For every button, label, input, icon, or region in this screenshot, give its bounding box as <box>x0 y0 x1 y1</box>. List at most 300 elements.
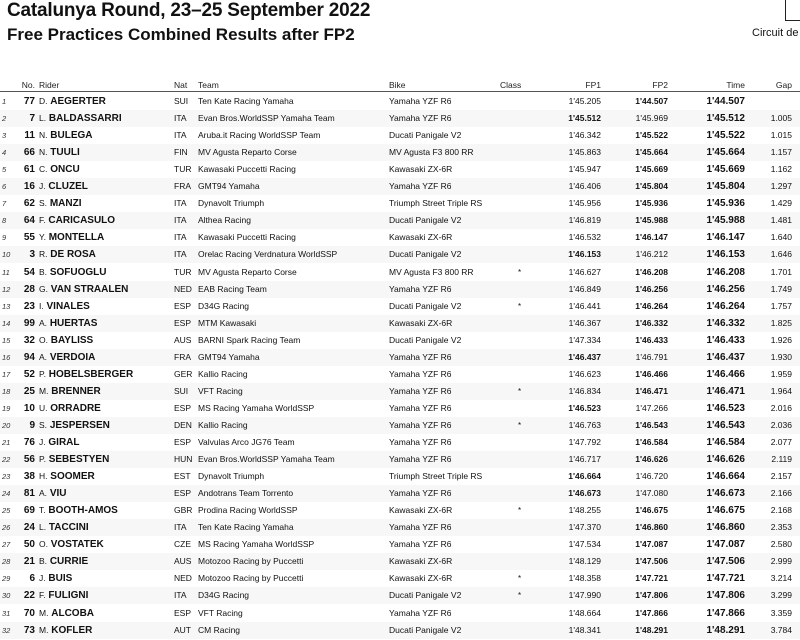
rider-number: 73 <box>23 624 35 636</box>
class-marker <box>518 553 526 570</box>
row-position: 7 <box>2 199 7 209</box>
class-marker <box>518 110 526 127</box>
rider-initial: G. <box>39 283 48 294</box>
class-marker <box>518 281 526 298</box>
table-row <box>0 485 800 502</box>
rider-initial: O. <box>39 539 48 550</box>
row-position: 2 <box>2 114 7 124</box>
rider-nationality: AUS <box>174 556 192 567</box>
fp2-time: 1'47.506 <box>635 556 668 567</box>
rider-nationality: TUR <box>174 266 192 277</box>
bike-model: Yamaha YZF R6 <box>389 402 452 413</box>
rider-number: 69 <box>23 505 35 517</box>
best-time: 1'45.512 <box>706 113 745 125</box>
row-position: 24 <box>2 489 11 499</box>
gap-to-leader: 1.926 <box>770 334 792 345</box>
logo-box <box>785 0 800 21</box>
gap-to-leader: 2.036 <box>770 419 792 430</box>
rider-number: 56 <box>23 454 35 466</box>
rider-name <box>39 553 169 570</box>
fp1-time: 1'46.819 <box>568 215 601 226</box>
table-row <box>0 246 800 263</box>
rider-surname: ORRADRE <box>50 402 101 414</box>
rider-initial: C. <box>39 164 48 175</box>
rider-surname: SOFUOGLU <box>49 266 107 278</box>
gap-to-leader: 2.168 <box>770 505 792 516</box>
table-row <box>0 93 800 110</box>
rider-name <box>39 417 169 434</box>
header-nat: Nat <box>174 80 188 90</box>
rider-nationality: ITA <box>174 249 187 260</box>
table-row <box>0 570 800 587</box>
best-time: 1'48.291 <box>706 624 745 636</box>
fp1-time: 1'47.370 <box>568 522 601 533</box>
class-marker <box>518 366 526 383</box>
row-position: 3 <box>2 131 7 141</box>
fp1-time: 1'48.664 <box>568 607 601 618</box>
rider-name <box>39 434 169 451</box>
rider-initial: A. <box>39 351 48 362</box>
rider-name <box>39 110 169 127</box>
rider-number: 76 <box>23 437 35 448</box>
bike-model: Ducati Panigale V2 <box>389 624 462 635</box>
row-position: 27 <box>2 540 11 550</box>
rider-surname: VOSTATEK <box>50 539 104 551</box>
team-name: Evan Bros.WorldSSP Yamaha Team <box>198 454 335 465</box>
rider-surname: VERDOIA <box>49 351 96 363</box>
rider-name <box>39 485 169 502</box>
rider-number: 54 <box>23 266 35 278</box>
fp1-time: 1'46.627 <box>568 266 601 277</box>
gap-to-leader: 1.701 <box>770 266 792 277</box>
table-row <box>0 468 800 485</box>
team-name: Prodina Racing WorldSSP <box>198 505 298 516</box>
gap-to-leader: 2.166 <box>770 488 792 499</box>
class-marker <box>518 246 526 263</box>
rider-name <box>39 178 169 195</box>
bike-model: Ducati Panigale V2 <box>389 590 462 601</box>
rider-number: 32 <box>23 334 35 346</box>
row-position: 1 <box>2 97 7 106</box>
rider-name <box>39 587 169 604</box>
team-name: Andotrans Team Torrento <box>198 488 294 499</box>
row-position: 4 <box>2 148 7 158</box>
best-time: 1'46.466 <box>706 368 745 380</box>
gap-to-leader: 1.749 <box>770 283 792 294</box>
rider-name <box>39 349 169 366</box>
table-row <box>0 366 800 383</box>
header-no: No. <box>21 80 35 90</box>
rider-initial: M. <box>39 385 49 396</box>
rider-surname: FULIGNI <box>48 590 89 602</box>
table-row <box>0 161 800 178</box>
class-marker: * <box>518 386 522 396</box>
rider-name <box>39 281 169 298</box>
best-time: 1'45.936 <box>706 198 745 210</box>
table-row <box>0 383 800 400</box>
rider-surname: JESPERSEN <box>49 419 110 431</box>
table-row <box>0 587 800 604</box>
class-marker <box>518 536 526 553</box>
rider-name <box>39 93 169 110</box>
gap-to-leader: 2.077 <box>770 437 792 447</box>
team-name: VFT Racing <box>198 607 243 618</box>
row-position: 15 <box>2 335 11 345</box>
team-name: Dynavolt Triumph <box>198 471 265 482</box>
header-divider <box>0 91 800 92</box>
bike-model: Yamaha YZF R6 <box>389 539 452 550</box>
rider-surname: BRENNER <box>51 385 101 397</box>
rider-initial: F. <box>39 590 46 601</box>
gap-to-leader: 2.016 <box>770 402 792 413</box>
fp2-time: 1'46.720 <box>635 471 668 482</box>
row-position: 19 <box>2 403 11 413</box>
table-row <box>0 264 800 281</box>
rider-surname: CLUZEL <box>48 181 88 193</box>
rider-nationality: HUN <box>174 454 193 465</box>
bike-model: Ducati Panigale V2 <box>389 300 462 311</box>
rider-nationality: ESP <box>174 317 192 328</box>
class-marker <box>518 315 526 332</box>
rider-initial: L. <box>39 522 47 533</box>
table-row <box>0 110 800 127</box>
rider-number: 61 <box>23 164 35 176</box>
table-row <box>0 144 800 161</box>
rider-nationality: DEN <box>174 419 192 430</box>
rider-number: 81 <box>23 488 35 500</box>
rider-surname: DE ROSA <box>50 249 96 261</box>
rider-nationality: ESP <box>174 607 192 618</box>
row-position: 13 <box>2 301 11 311</box>
fp2-time: 1'46.147 <box>635 232 668 243</box>
rider-surname: MANZI <box>49 198 82 210</box>
rider-number: 10 <box>23 402 35 414</box>
rider-name <box>39 246 169 263</box>
gap-to-leader: 3.299 <box>770 590 792 601</box>
table-row <box>0 281 800 298</box>
gap-to-leader: 3.359 <box>770 607 792 618</box>
best-time: 1'46.332 <box>706 317 745 329</box>
gap-to-leader: 1.005 <box>770 113 792 124</box>
rider-nationality: ITA <box>174 130 187 141</box>
best-time: 1'47.721 <box>706 573 745 585</box>
header-bike: Bike <box>389 80 406 90</box>
rider-name <box>39 332 169 349</box>
fp1-time: 1'45.863 <box>568 147 601 158</box>
gap-to-leader: 2.353 <box>770 522 792 533</box>
fp1-time: 1'48.341 <box>568 624 601 635</box>
fp1-time: 1'46.673 <box>568 488 601 499</box>
rider-nationality: ESP <box>174 300 192 311</box>
rider-name <box>39 570 169 587</box>
best-time: 1'46.153 <box>706 249 745 261</box>
class-marker <box>518 349 526 366</box>
rider-initial: N. <box>39 130 48 141</box>
gap-to-leader: 1.646 <box>770 249 792 260</box>
bike-model: Kawasaki ZX-6R <box>389 317 453 328</box>
rider-surname: BULEGA <box>50 130 93 142</box>
gap-to-leader: 2.580 <box>770 539 792 550</box>
rider-nationality: ITA <box>174 198 187 209</box>
team-name: Althea Racing <box>198 215 251 226</box>
row-position: 30 <box>2 591 11 601</box>
fp1-time: 1'45.512 <box>568 113 601 124</box>
rider-nationality: ITA <box>174 522 187 533</box>
class-marker <box>518 144 526 161</box>
rider-name <box>39 212 169 229</box>
fp2-time: 1'47.721 <box>635 573 668 584</box>
class-marker <box>518 195 526 212</box>
class-marker <box>518 93 526 110</box>
gap-to-leader: 1.757 <box>770 300 792 311</box>
class-marker <box>518 519 526 536</box>
bike-model: Kawasaki ZX-6R <box>389 573 453 584</box>
fp2-time: 1'46.433 <box>635 334 668 345</box>
rider-surname: AEGERTER <box>50 96 106 107</box>
rider-nationality: FRA <box>174 181 191 192</box>
rider-nationality: FIN <box>174 147 188 158</box>
gap-to-leader: 1.959 <box>770 368 792 379</box>
team-name: CM Racing <box>198 624 241 635</box>
table-row <box>0 622 800 639</box>
rider-number: 9 <box>29 419 35 431</box>
gap-to-leader: 3.784 <box>770 624 792 635</box>
fp2-time: 1'46.860 <box>635 522 668 533</box>
rider-number: 3 <box>29 249 35 261</box>
fp2-time: 1'46.466 <box>635 368 668 379</box>
rider-nationality: NED <box>174 283 192 294</box>
fp1-time: 1'46.342 <box>568 130 601 141</box>
fp1-time: 1'46.664 <box>568 471 601 482</box>
rider-surname: GIRAL <box>48 437 80 448</box>
rider-number: 21 <box>23 556 35 568</box>
class-marker <box>518 468 526 485</box>
best-time: 1'46.626 <box>706 454 745 466</box>
rider-number: 7 <box>29 113 35 125</box>
gap-to-leader: 3.214 <box>770 573 792 584</box>
best-time: 1'46.264 <box>706 300 745 312</box>
rider-initial: D. <box>39 96 48 106</box>
bike-model: Ducati Panigale V2 <box>389 334 462 345</box>
fp1-time: 1'46.153 <box>568 249 601 260</box>
rider-surname: HUERTAS <box>49 317 98 329</box>
team-name: EAB Racing Team <box>198 283 267 294</box>
team-name: GMT94 Yamaha <box>198 351 260 362</box>
fp1-time: 1'46.406 <box>568 181 601 192</box>
best-time: 1'46.471 <box>706 385 745 397</box>
class-marker <box>518 229 526 246</box>
gap-to-leader: 2.999 <box>770 556 792 567</box>
document-subtitle: Free Practices Combined Results after FP2 <box>7 25 355 44</box>
rider-surname: BALDASSARRI <box>48 113 122 125</box>
bike-model: Kawasaki ZX-6R <box>389 505 453 516</box>
best-time: 1'45.804 <box>706 181 745 193</box>
class-marker: * <box>518 574 522 584</box>
bike-model: Ducati Panigale V2 <box>389 249 462 260</box>
rider-name <box>39 502 169 519</box>
rider-number: 66 <box>23 147 35 159</box>
team-name: Ten Kate Racing Yamaha <box>198 96 294 106</box>
best-time: 1'46.860 <box>706 522 745 534</box>
fp1-time: 1'46.849 <box>568 283 601 294</box>
fp1-time: 1'47.990 <box>568 590 601 601</box>
rider-initial: M. <box>39 607 49 618</box>
rider-nationality: AUT <box>174 624 191 635</box>
row-position: 9 <box>2 233 7 243</box>
best-time: 1'46.433 <box>706 334 745 346</box>
team-name: MV Agusta Reparto Corse <box>198 147 297 158</box>
rider-nationality: GER <box>174 368 193 379</box>
header-time: Time <box>726 80 745 90</box>
team-name: Motozoo Racing by Puccetti <box>198 573 304 584</box>
fp2-time: 1'46.584 <box>635 437 668 447</box>
rider-nationality: ESP <box>174 488 192 499</box>
rider-surname: CARICASULO <box>48 215 116 227</box>
best-time: 1'46.673 <box>706 488 745 500</box>
bike-model: Yamaha YZF R6 <box>389 181 452 192</box>
header-gap: Gap <box>775 80 792 90</box>
rider-nationality: FRA <box>174 351 191 362</box>
team-name: D34G Racing <box>198 590 250 601</box>
row-position: 26 <box>2 523 11 533</box>
team-name: Aruba.it Racing WorldSSP Team <box>198 130 321 141</box>
bike-model: Yamaha YZF R6 <box>389 283 452 294</box>
team-name: D34G Racing <box>198 300 250 311</box>
team-name: Evan Bros.WorldSSP Yamaha Team <box>198 113 335 124</box>
rider-initial: I. <box>39 300 44 311</box>
bike-model: Triumph Street Triple RS <box>389 471 483 482</box>
team-name: Kallio Racing <box>198 368 248 379</box>
gap-to-leader: 1.825 <box>770 317 792 328</box>
fp2-time: 1'46.543 <box>635 419 668 430</box>
class-marker <box>518 434 526 451</box>
rider-number: 11 <box>24 130 35 142</box>
fp2-time: 1'46.332 <box>635 317 668 328</box>
best-time: 1'46.584 <box>706 437 745 448</box>
fp2-time: 1'45.969 <box>635 113 668 124</box>
rider-number: 64 <box>23 215 35 227</box>
rider-nationality: ITA <box>174 232 187 243</box>
rider-number: 22 <box>23 590 35 602</box>
fp1-time: 1'46.441 <box>568 300 601 311</box>
best-time: 1'46.147 <box>706 232 745 244</box>
rider-surname: CURRIE <box>49 556 89 568</box>
bike-model: MV Agusta F3 800 RR <box>389 266 474 277</box>
bike-model: Yamaha YZF R6 <box>389 607 452 618</box>
row-position: 21 <box>2 438 11 447</box>
bike-model: MV Agusta F3 800 RR <box>389 147 474 158</box>
fp1-time: 1'46.367 <box>568 317 601 328</box>
fp1-time: 1'45.205 <box>568 96 601 106</box>
fp2-time: 1'46.471 <box>635 385 668 396</box>
fp2-time: 1'47.087 <box>635 539 668 550</box>
table-row <box>0 553 800 570</box>
team-name: Dynavolt Triumph <box>198 198 265 209</box>
class-marker <box>518 622 526 639</box>
rider-initial: H. <box>39 471 48 482</box>
fp1-time: 1'46.437 <box>568 351 601 362</box>
best-time: 1'46.523 <box>706 402 745 414</box>
class-marker <box>518 161 526 178</box>
rider-initial: S. <box>39 198 48 209</box>
gap-to-leader: 1.481 <box>770 215 792 226</box>
rider-nationality: NED <box>174 573 192 584</box>
rider-number: 52 <box>23 368 35 380</box>
bike-model: Yamaha YZF R6 <box>389 351 452 362</box>
team-name: MS Racing Yamaha WorldSSP <box>198 402 315 413</box>
gap-to-leader <box>760 93 792 110</box>
header-team: Team <box>198 80 219 90</box>
bike-model: Yamaha YZF R6 <box>389 437 452 447</box>
fp1-time: 1'48.255 <box>568 505 601 516</box>
gap-to-leader: 1.640 <box>770 232 792 243</box>
table-row <box>0 400 800 417</box>
row-position: 11 <box>2 267 10 277</box>
rider-surname: BUIS <box>48 573 73 585</box>
bike-model: Yamaha YZF R6 <box>389 454 452 465</box>
rider-initial: T. <box>39 505 46 516</box>
rider-nationality: ESP <box>174 437 192 447</box>
rider-initial: J. <box>39 181 46 192</box>
rider-surname: MONTELLA <box>48 232 105 244</box>
gap-to-leader: 1.930 <box>770 351 792 362</box>
fp1-time: 1'46.523 <box>568 402 601 413</box>
row-position: 8 <box>2 216 7 226</box>
bike-model: Yamaha YZF R6 <box>389 522 452 533</box>
fp2-time: 1'45.988 <box>635 215 668 226</box>
header-fp1: FP1 <box>585 80 601 90</box>
rider-initial: B. <box>39 556 48 567</box>
row-position: 29 <box>2 574 11 584</box>
rider-initial: L. <box>39 113 47 124</box>
gap-to-leader: 1.297 <box>770 181 792 192</box>
bike-model: Yamaha YZF R6 <box>389 488 452 499</box>
rider-number: 25 <box>23 385 35 397</box>
table-row <box>0 349 800 366</box>
team-name: Motozoo Racing by Puccetti <box>198 556 304 567</box>
rider-nationality: ITA <box>174 590 187 601</box>
rider-initial: J. <box>39 573 46 584</box>
rider-name <box>39 400 169 417</box>
team-name: MTM Kawasaki <box>198 317 257 328</box>
best-time: 1'46.664 <box>706 471 745 483</box>
fp2-time: 1'44.507 <box>635 96 668 106</box>
rider-surname: HOBELSBERGER <box>48 368 134 380</box>
rider-initial: F. <box>39 215 46 226</box>
gap-to-leader: 1.964 <box>770 385 792 396</box>
rider-name <box>39 519 169 536</box>
gap-to-leader: 1.015 <box>770 130 792 141</box>
table-row <box>0 332 800 349</box>
fp2-time: 1'45.804 <box>635 181 668 192</box>
best-time: 1'46.543 <box>706 419 745 431</box>
table-header <box>0 79 800 91</box>
team-name: GMT94 Yamaha <box>198 181 260 192</box>
row-position: 31 <box>2 608 11 618</box>
rider-initial: M. <box>39 624 49 635</box>
best-time: 1'45.988 <box>706 215 745 227</box>
fp1-time: 1'45.947 <box>568 164 601 175</box>
circuit-label: Circuit de <box>752 27 799 39</box>
rider-name <box>39 605 169 622</box>
class-marker <box>518 400 526 417</box>
rider-name <box>39 195 169 212</box>
fp1-time: 1'46.834 <box>568 385 601 396</box>
team-name: Kallio Racing <box>198 419 248 430</box>
fp2-time: 1'47.866 <box>635 607 668 618</box>
rider-name <box>39 144 169 161</box>
row-position: 22 <box>2 455 11 465</box>
